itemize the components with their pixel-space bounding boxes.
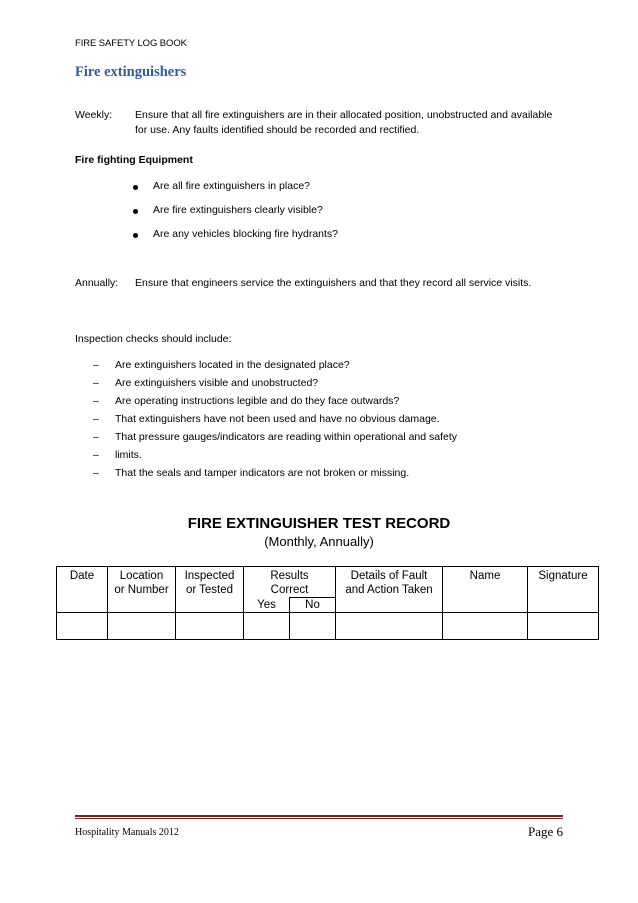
column-header-date bbox=[57, 567, 108, 613]
check-text: That pressure gauges/indicators are reading within operational and safety bbox=[115, 431, 458, 443]
column-header-location bbox=[108, 567, 176, 613]
check-text: Are extinguishers located in the designated place? bbox=[115, 359, 350, 371]
table-cell[interactable] bbox=[336, 613, 443, 640]
dash-icon: – bbox=[93, 395, 99, 407]
bullet-icon bbox=[133, 185, 138, 190]
column-header-name bbox=[443, 567, 528, 613]
table-cell[interactable] bbox=[443, 613, 528, 640]
header-text: Location bbox=[119, 570, 164, 582]
table-cell[interactable] bbox=[528, 613, 599, 640]
table-cell[interactable] bbox=[57, 613, 108, 640]
bullet-text: Are all fire extinguishers in place? bbox=[153, 180, 310, 192]
footer-rule bbox=[75, 815, 563, 817]
header-text: or Number bbox=[114, 584, 169, 596]
dash-icon: – bbox=[93, 413, 99, 425]
check-text: That the seals and tamper indicators are not broken or missing. bbox=[115, 467, 410, 479]
dash-icon: – bbox=[93, 449, 99, 461]
header-text: or Tested bbox=[185, 584, 234, 596]
column-header-signature bbox=[528, 567, 599, 613]
page-number: Page 6 bbox=[527, 824, 563, 839]
column-header-yes: Yes bbox=[244, 598, 290, 613]
dash-icon: – bbox=[93, 467, 99, 479]
header-text: Results bbox=[270, 570, 309, 582]
header-text: Signature bbox=[538, 570, 588, 582]
footer-left: Hospitality Manuals 2012 bbox=[75, 827, 179, 838]
annually-label: Annually: bbox=[75, 277, 119, 289]
check-text: Are extinguishers visible and unobstructed? bbox=[115, 377, 319, 389]
check-text: limits. bbox=[115, 449, 142, 461]
table-cell[interactable] bbox=[108, 613, 176, 640]
running-header: FIRE SAFETY LOG BOOK bbox=[75, 38, 187, 49]
dash-icon: – bbox=[93, 359, 99, 371]
test-record-table bbox=[56, 566, 599, 640]
footer-rule bbox=[75, 818, 563, 819]
check-text: Are operating instructions legible and do they face outwards? bbox=[115, 395, 400, 407]
table-cell[interactable] bbox=[176, 613, 244, 640]
annually-text: Ensure that engineers service the extinguishers and that they record all service visits. bbox=[135, 277, 532, 289]
column-header-details bbox=[336, 567, 443, 613]
header-text: Correct bbox=[270, 584, 309, 596]
check-text: That extinguishers have not been used and have no obvious damage. bbox=[115, 413, 440, 425]
weekly-text: Ensure that all fire extinguishers are in their allocated position, unobstructed and available for use. Any faults identified should be recorded and rectified. bbox=[135, 109, 553, 136]
weekly-label: Weekly: bbox=[75, 109, 113, 121]
column-header-no: No bbox=[290, 598, 336, 613]
table-cell[interactable] bbox=[290, 613, 336, 640]
header-text: and Action Taken bbox=[345, 584, 433, 596]
record-subtitle: (Monthly, Annually) bbox=[264, 534, 374, 549]
equipment-heading: Fire fighting Equipment bbox=[75, 154, 193, 166]
dash-icon: – bbox=[93, 377, 99, 389]
section-title: Fire extinguishers bbox=[75, 64, 187, 80]
header-text: Inspected bbox=[184, 570, 235, 582]
table-cell[interactable] bbox=[244, 613, 290, 640]
bullet-text: Are fire extinguishers clearly visible? bbox=[153, 204, 323, 216]
header-text: Date bbox=[69, 570, 95, 582]
table-header-row bbox=[57, 567, 599, 598]
checks-intro: Inspection checks should include: bbox=[75, 333, 232, 345]
bullet-text: Are any vehicles blocking fire hydrants? bbox=[153, 228, 339, 240]
record-title: FIRE EXTINGUISHER TEST RECORD bbox=[187, 515, 451, 532]
table-row bbox=[57, 613, 599, 640]
column-header-inspected bbox=[176, 567, 244, 613]
header-text: Details of Fault bbox=[350, 570, 428, 582]
column-header-results bbox=[244, 567, 336, 598]
header-text: Name bbox=[469, 570, 501, 582]
bullet-icon bbox=[133, 233, 138, 238]
dash-icon: – bbox=[93, 431, 99, 443]
bullet-icon bbox=[133, 209, 138, 214]
